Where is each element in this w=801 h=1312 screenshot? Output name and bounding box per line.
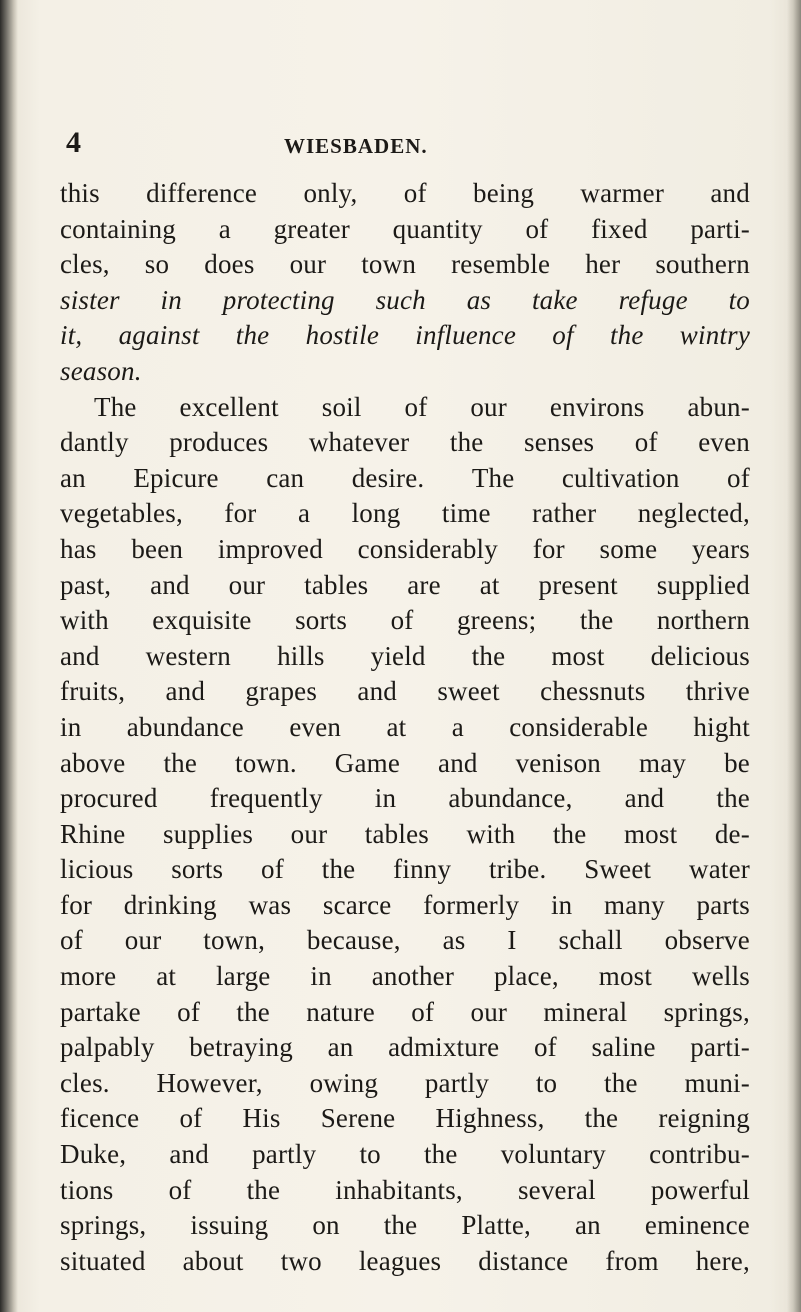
text-line: vegetables, for a long time rather neglected, (60, 498, 750, 529)
text-line: containing a greater quantity of fixed parti- (60, 213, 750, 244)
text-line: it, against the hostile influence of the wintry (60, 320, 750, 351)
text-line: licious sorts of the finny tribe. Sweet water (60, 854, 750, 885)
text-line: Duke, and partly to the voluntary contribu- (60, 1139, 750, 1170)
body-text (60, 176, 750, 1279)
text-line: partake of the nature of our mineral springs, (60, 996, 750, 1027)
text-line: an Epicure can desire. The cultivation of (60, 462, 750, 493)
page-header (60, 126, 750, 166)
text-line: this difference only, of being warmer and (60, 178, 750, 208)
text-line: for drinking was scarce formerly in many parts (60, 889, 750, 920)
text-line: dantly produces whatever the senses of even (60, 427, 750, 458)
text-line: above the town. Game and venison may be (60, 747, 750, 778)
text-line: fruits, and grapes and sweet chessnuts thrive (60, 676, 750, 707)
text-line: Rhine supplies our tables with the most de- (60, 818, 750, 849)
text-line: procured frequently in abundance, and the (60, 783, 750, 814)
text-line: situated about two leagues distance from here, (60, 1245, 750, 1276)
text-line: past, and our tables are at present supplied (60, 569, 750, 600)
text-line: with exquisite sorts of greens; the northern (60, 605, 750, 636)
binding-shadow (0, 0, 18, 1312)
text-line: in abundance even at a considerable hight (60, 711, 750, 742)
text-line: of our town, because, as I schall observe (60, 925, 750, 956)
page-number: 4 (66, 126, 81, 159)
text-line: tions of the inhabitants, several powerful (60, 1174, 750, 1205)
text-line: palpably betraying an admixture of saline parti- (60, 1032, 750, 1063)
text-line: and western hills yield the most delicious (60, 640, 750, 671)
text-line: has been improved considerably for some years (60, 533, 750, 564)
text-line: sister in protecting such as take refuge to (60, 284, 750, 315)
running-head: WIESBADEN. (284, 134, 428, 158)
text-line: cles. However, owing partly to the muni- (60, 1067, 750, 1098)
text-line: ficence of His Serene Highness, the reigning (60, 1103, 750, 1134)
text-line: more at large in another place, most wells (60, 961, 750, 992)
text-line: cles, so does our town resemble her southern (60, 249, 750, 280)
text-line: springs, issuing on the Platte, an eminence (60, 1210, 750, 1241)
page-edge (787, 0, 801, 1312)
text-line: The excellent soil of our environs abun- (94, 391, 750, 422)
text-line: season. (60, 355, 142, 386)
